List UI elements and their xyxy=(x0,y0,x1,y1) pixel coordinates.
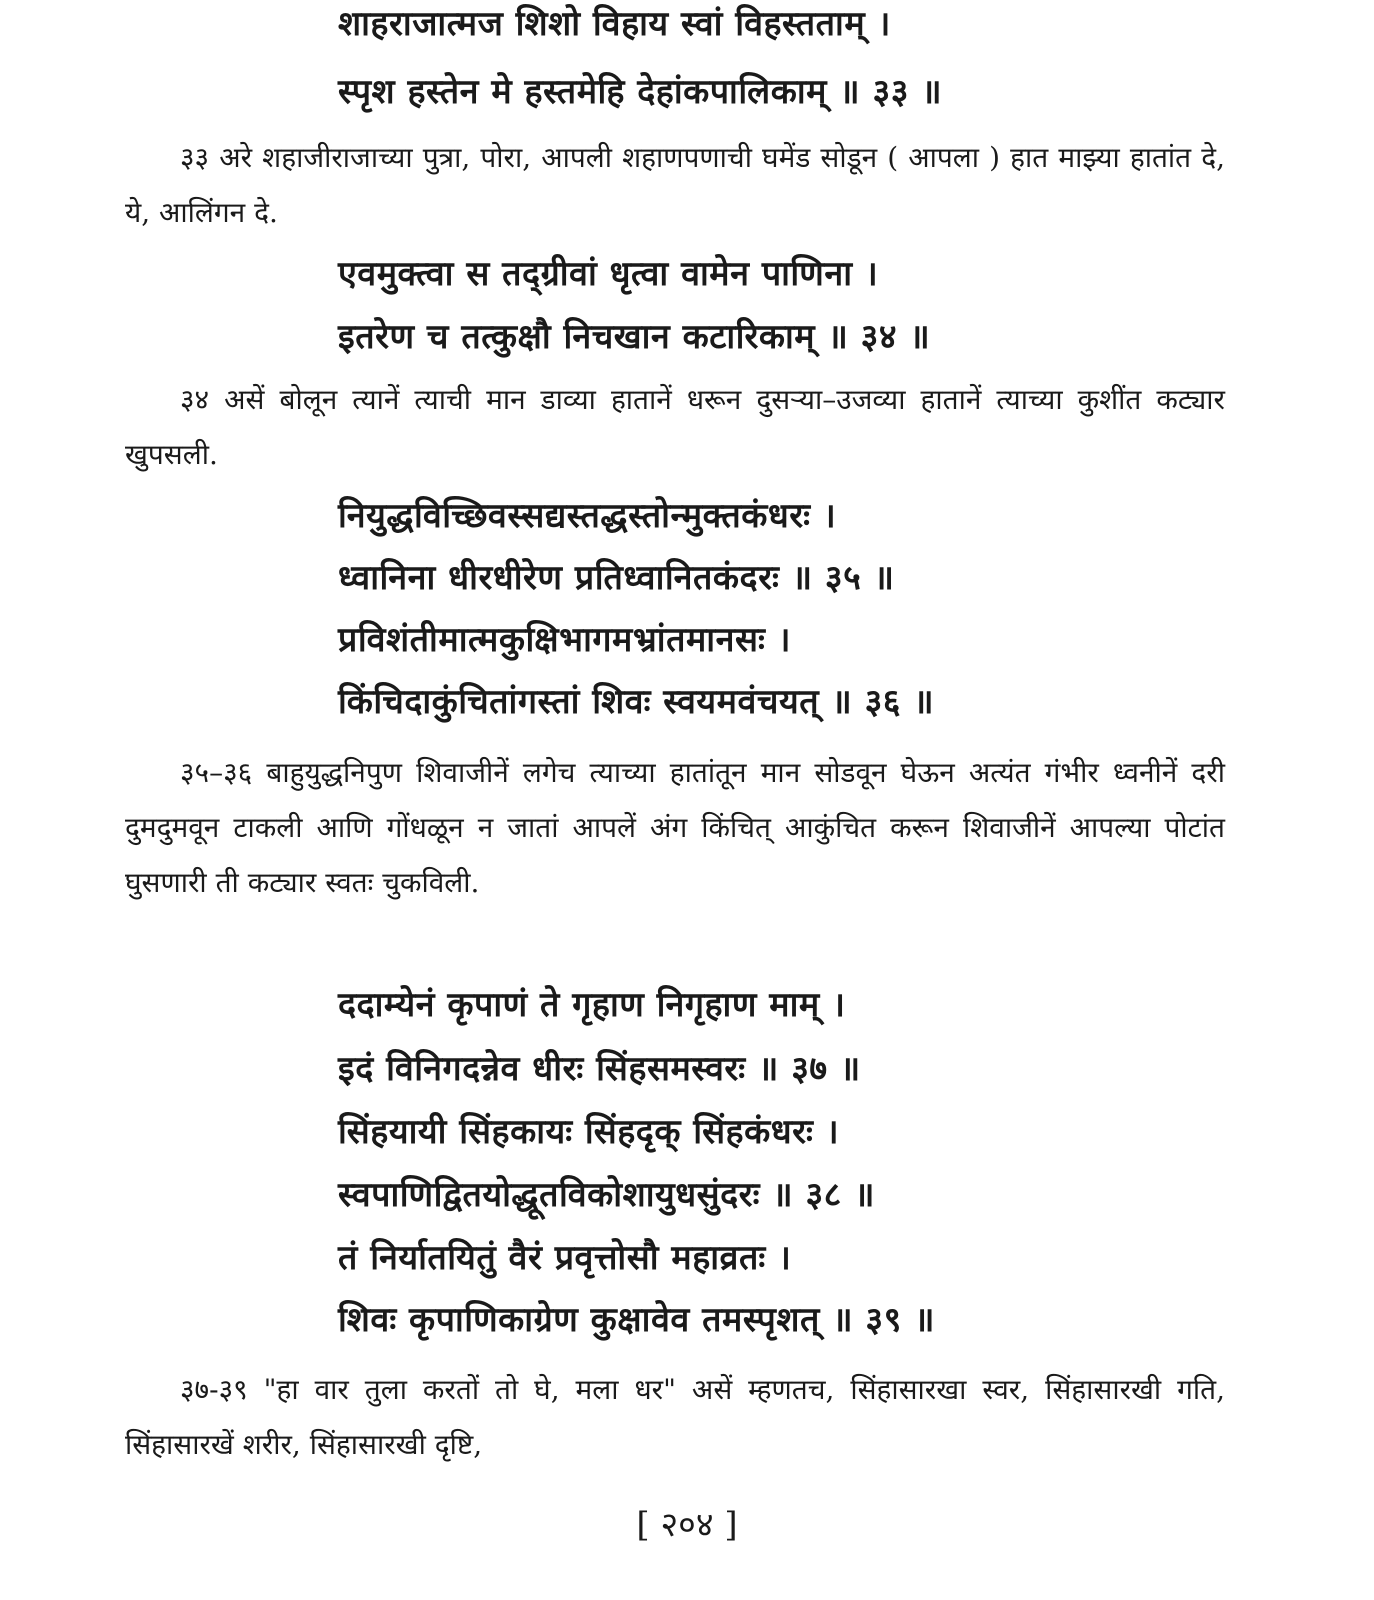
verse-line: किंचिदाकुंचितांगस्तां शिवः स्वयमवंचयत् ॥ ३६ ॥ xyxy=(338,682,935,722)
verse-line: शाहराजात्मज शिशो विहाय स्वां विहस्तताम् । xyxy=(338,4,891,44)
verse-line: ध्वानिना धीरधीरेण प्रतिध्वानितकंदरः ॥ ३५ ॥ xyxy=(338,558,895,598)
verse-line: स्वपाणिद्वितयोद्धूतविकोशायुधसुंदरः ॥ ३८ ॥ xyxy=(338,1175,876,1215)
commentary-paragraph: ३५–३६ बाहुयुद्धनिपुण शिवाजीनें लगेच त्याच्या हातांतून मान सोडवून घेऊन अत्यंत गंभीर ध्वनीनें दरी दुमदुमवून टाकली आणि गोंधळून न जातां आपलें अंग किंचित् आकुंचित करून शिवाजीनें आपल्या पोटांत घुसणारी ती कट्यार स्वतः चुकविली. xyxy=(125,756,1225,899)
verse-line: ददाम्येनं कृपाणं ते गृहाण निगृहाण माम् । xyxy=(338,985,846,1025)
page-number: [ २०४ ] xyxy=(636,1505,738,1545)
verse-line: सिंहयायी सिंहकायः सिंहदृक् सिंहकंधरः । xyxy=(338,1112,840,1152)
verse-line: इतरेण च तत्कुक्षौ निचखान कटारिकाम् ॥ ३४ ॥ xyxy=(338,317,931,357)
verse-line: स्पृश हस्तेन मे हस्तमेहि देहांकपालिकाम् ॥ ३३ ॥ xyxy=(338,72,943,112)
commentary-paragraph: ३७-३९ "हा वार तुला करतों तो घे, मला धर" असें म्हणतच, सिंहासारखा स्वर, सिंहासारखी गति, सिंहासारखें शरीर, सिंहासारखी दृष्टि, xyxy=(125,1373,1225,1461)
verse-line: प्रविशंतीमात्मकुक्षिभागमभ्रांतमानसः । xyxy=(338,620,792,660)
commentary-paragraph: ३३ अरे शहाजीराजाच्या पुत्रा, पोरा, आपली शहाणपणाची घमेंड सोडून ( आपला ) हात माझ्या हातांत दे, ये, आलिंगन दे. xyxy=(125,141,1225,229)
verse-line: एवमुक्त्वा स तद्ग्रीवां धृत्वा वामेन पाणिना । xyxy=(338,254,879,294)
verse-line: नियुद्धविच्छिवस्सद्यस्तद्धस्तोन्मुक्तकंधरः । xyxy=(338,496,837,536)
verse-line: तं निर्यातयितुं वैरं प्रवृत्तोसौ महाव्रतः । xyxy=(338,1238,792,1278)
verse-line: इदं विनिगदन्नेव धीरः सिंहसमस्वरः ॥ ३७ ॥ xyxy=(338,1049,861,1089)
verse-line: शिवः कृपाणिकाग्रेण कुक्षावेव तमस्पृशत् ॥ ३९ ॥ xyxy=(338,1300,935,1340)
commentary-paragraph: ३४ असें बोलून त्यानें त्याची मान डाव्या हातानें धरून दुसऱ्या–उजव्या हातानें त्याच्या कुशींत कट्यार खुपसली. xyxy=(125,383,1225,471)
